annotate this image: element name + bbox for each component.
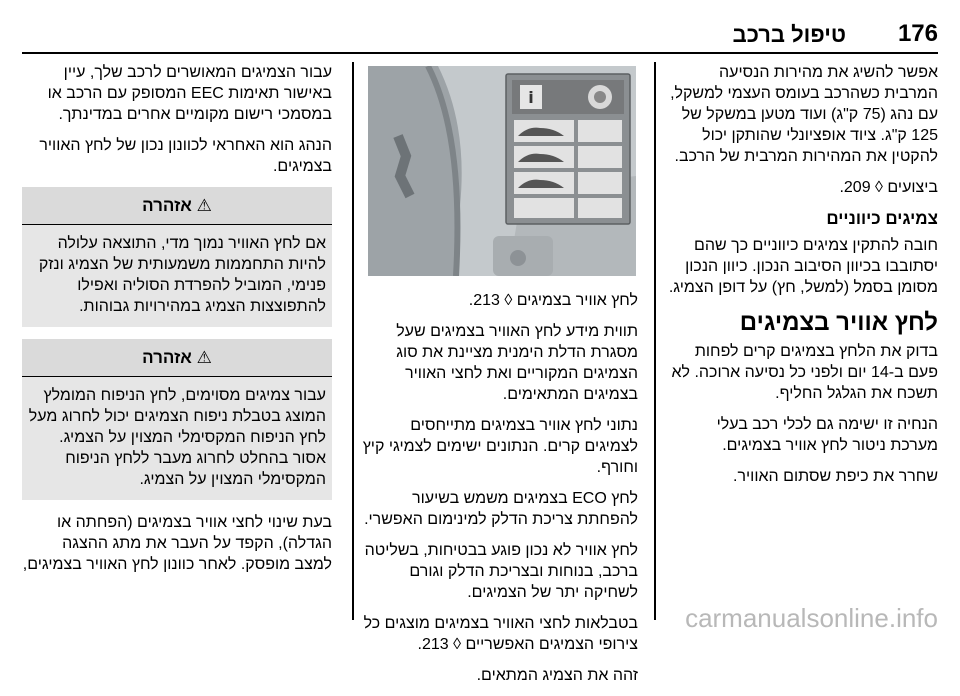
warning-triangle-icon: ⚠ [196, 348, 212, 367]
page-header [22, 18, 938, 54]
warning-title: ⚠ אזהרה [22, 339, 332, 377]
paragraph-info-label: תווית מידע לחץ האוויר בצמיגים שעל מסגרת הדלת הימנית מציינת את סוג הצמיגים המקוריים ואת לחצי האוויר בצמיגים המתאימים. [396, 323, 638, 403]
warning-body: עבור צמיגים מסוימים, לחץ הניפוח המומלץ המוצג בטבלת ניפוח הצמיגים יכול לחרוג מעל לחץ הניפוח המקסימלי המצוין על הצמיג. אסור בהחלט לחרוג מעבר ללחץ הניפוח המקסימלי המצוין על הצמיג. [28, 387, 326, 488]
paragraph-valve-cap: שחרר את כיפת שסתום האוויר. [733, 468, 938, 485]
paragraph-directional-tires: חובה להתקין צמיגים כיווניים כך שהם יסתובבו בכיוון הסיבוב הנכון. כיוון הנכון מסומן בסמל (למשל, חץ) על דופן הצמיג. [668, 237, 938, 296]
paragraph-pressure-tables: בטבלאות לחצי האוויר בצמיגים מוצגים כל צירופי הצמיגים האפשריים ◊ 213. [363, 615, 638, 653]
page-number: 176 [897, 20, 938, 47]
paragraph-approved-tires: עבור הצמיגים המאושרים לרכב שלך, עיין באישור תאימות EEC המסופק עם הרכב או במסמכי רישום מקומיים אחרים במדינתך. [47, 64, 332, 123]
warning-body: אם לחץ האוויר נמוך מדי, התוצאה עלולה להיות התחממות משמעותית של הצמיג ונזק פנימי, המוביל להפרדת הסוליה ואפילו להתפוצצות הצמיג במהירויות גבוהות. [38, 235, 326, 315]
paragraph-driver-responsible: הנהג הוא האחראי לכוונון נכון של לחץ האוויר בצמיגים. [39, 137, 332, 175]
paragraph-change-pressure: בעת שינוי לחצי אוויר בצמיגים (הפחתה או הגדלה), הקפד על העבר את מתג ההצגה למצב מופסק. לאחר כוונון לחץ האוויר בצמיגים, [22, 514, 332, 573]
column-left [22, 62, 332, 585]
door-frame-illustration [368, 66, 636, 276]
warning-triangle-icon: ⚠ [196, 196, 212, 215]
column-divider-right [654, 62, 656, 620]
column-middle [358, 290, 638, 696]
section-title: טיפול ברכב [732, 22, 846, 47]
paragraph-identify-tire: זהה את הצמיג המתאים. [476, 667, 638, 684]
paragraph-check-pressure: בדוק את הלחץ בצמיגים קרים לפחות פעם ב-14 יום ולפני כל נסיעה ארוכה. לא תשכח את הגלגל החליף. [671, 343, 938, 402]
paragraph-pressure-ref: לחץ אוויר בצמיגים ◊ 213. [468, 292, 638, 309]
paragraph-performance-ref: ביצועים ◊ 209. [839, 179, 938, 196]
tire-label-photo [368, 66, 636, 276]
column-right [668, 62, 938, 497]
svg-text:i: i [528, 88, 534, 107]
warning-box-low-pressure [22, 187, 332, 327]
column-divider-left [352, 62, 354, 620]
heading-tire-pressure: לחץ אוויר בצמיגים [739, 309, 938, 336]
warning-box-max-pressure [22, 339, 332, 500]
paragraph-eco-pressure: לחץ ECO בצמיגים משמש בשיעור להפחתת צריכת הדלק למינימום האפשרי. [364, 490, 638, 528]
warning-title: ⚠ אזהרה [22, 187, 332, 225]
heading-directional-tires: צמיגים כיווניים [826, 209, 938, 228]
paragraph-cold-tires: נתוני לחץ אוויר בצמיגים מתייחסים לצמיגים קרים. הנתונים ישימים לצמיגי קיץ וחורף. [362, 417, 638, 476]
paragraph-max-speed: אפשר להשיג את מהירות הנסיעה המרבית כשהרכב בעומס העצמי למשקל, עם נהג (75 ק"ג) ועוד מטען במשקל של 125 ק"ג. ציוד אופציונלי שהותקן יכול להקטין את המהירות המרבית של הרכב. [670, 64, 938, 165]
paragraph-wrong-pressure: לחץ אוויר לא נכון פוגע בבטיחות, בשליטה ברכב, בנוחות ובצריכת הדלק וגורם לשחיקה יתר של הצמיגים. [364, 542, 638, 601]
watermark: carmanualsonline.info [685, 603, 938, 633]
paragraph-monitoring-note: הנחיה זו ישימה גם לכלי רכב בעלי מערכת ניטור לחץ אוויר בצמיגים. [716, 416, 938, 454]
